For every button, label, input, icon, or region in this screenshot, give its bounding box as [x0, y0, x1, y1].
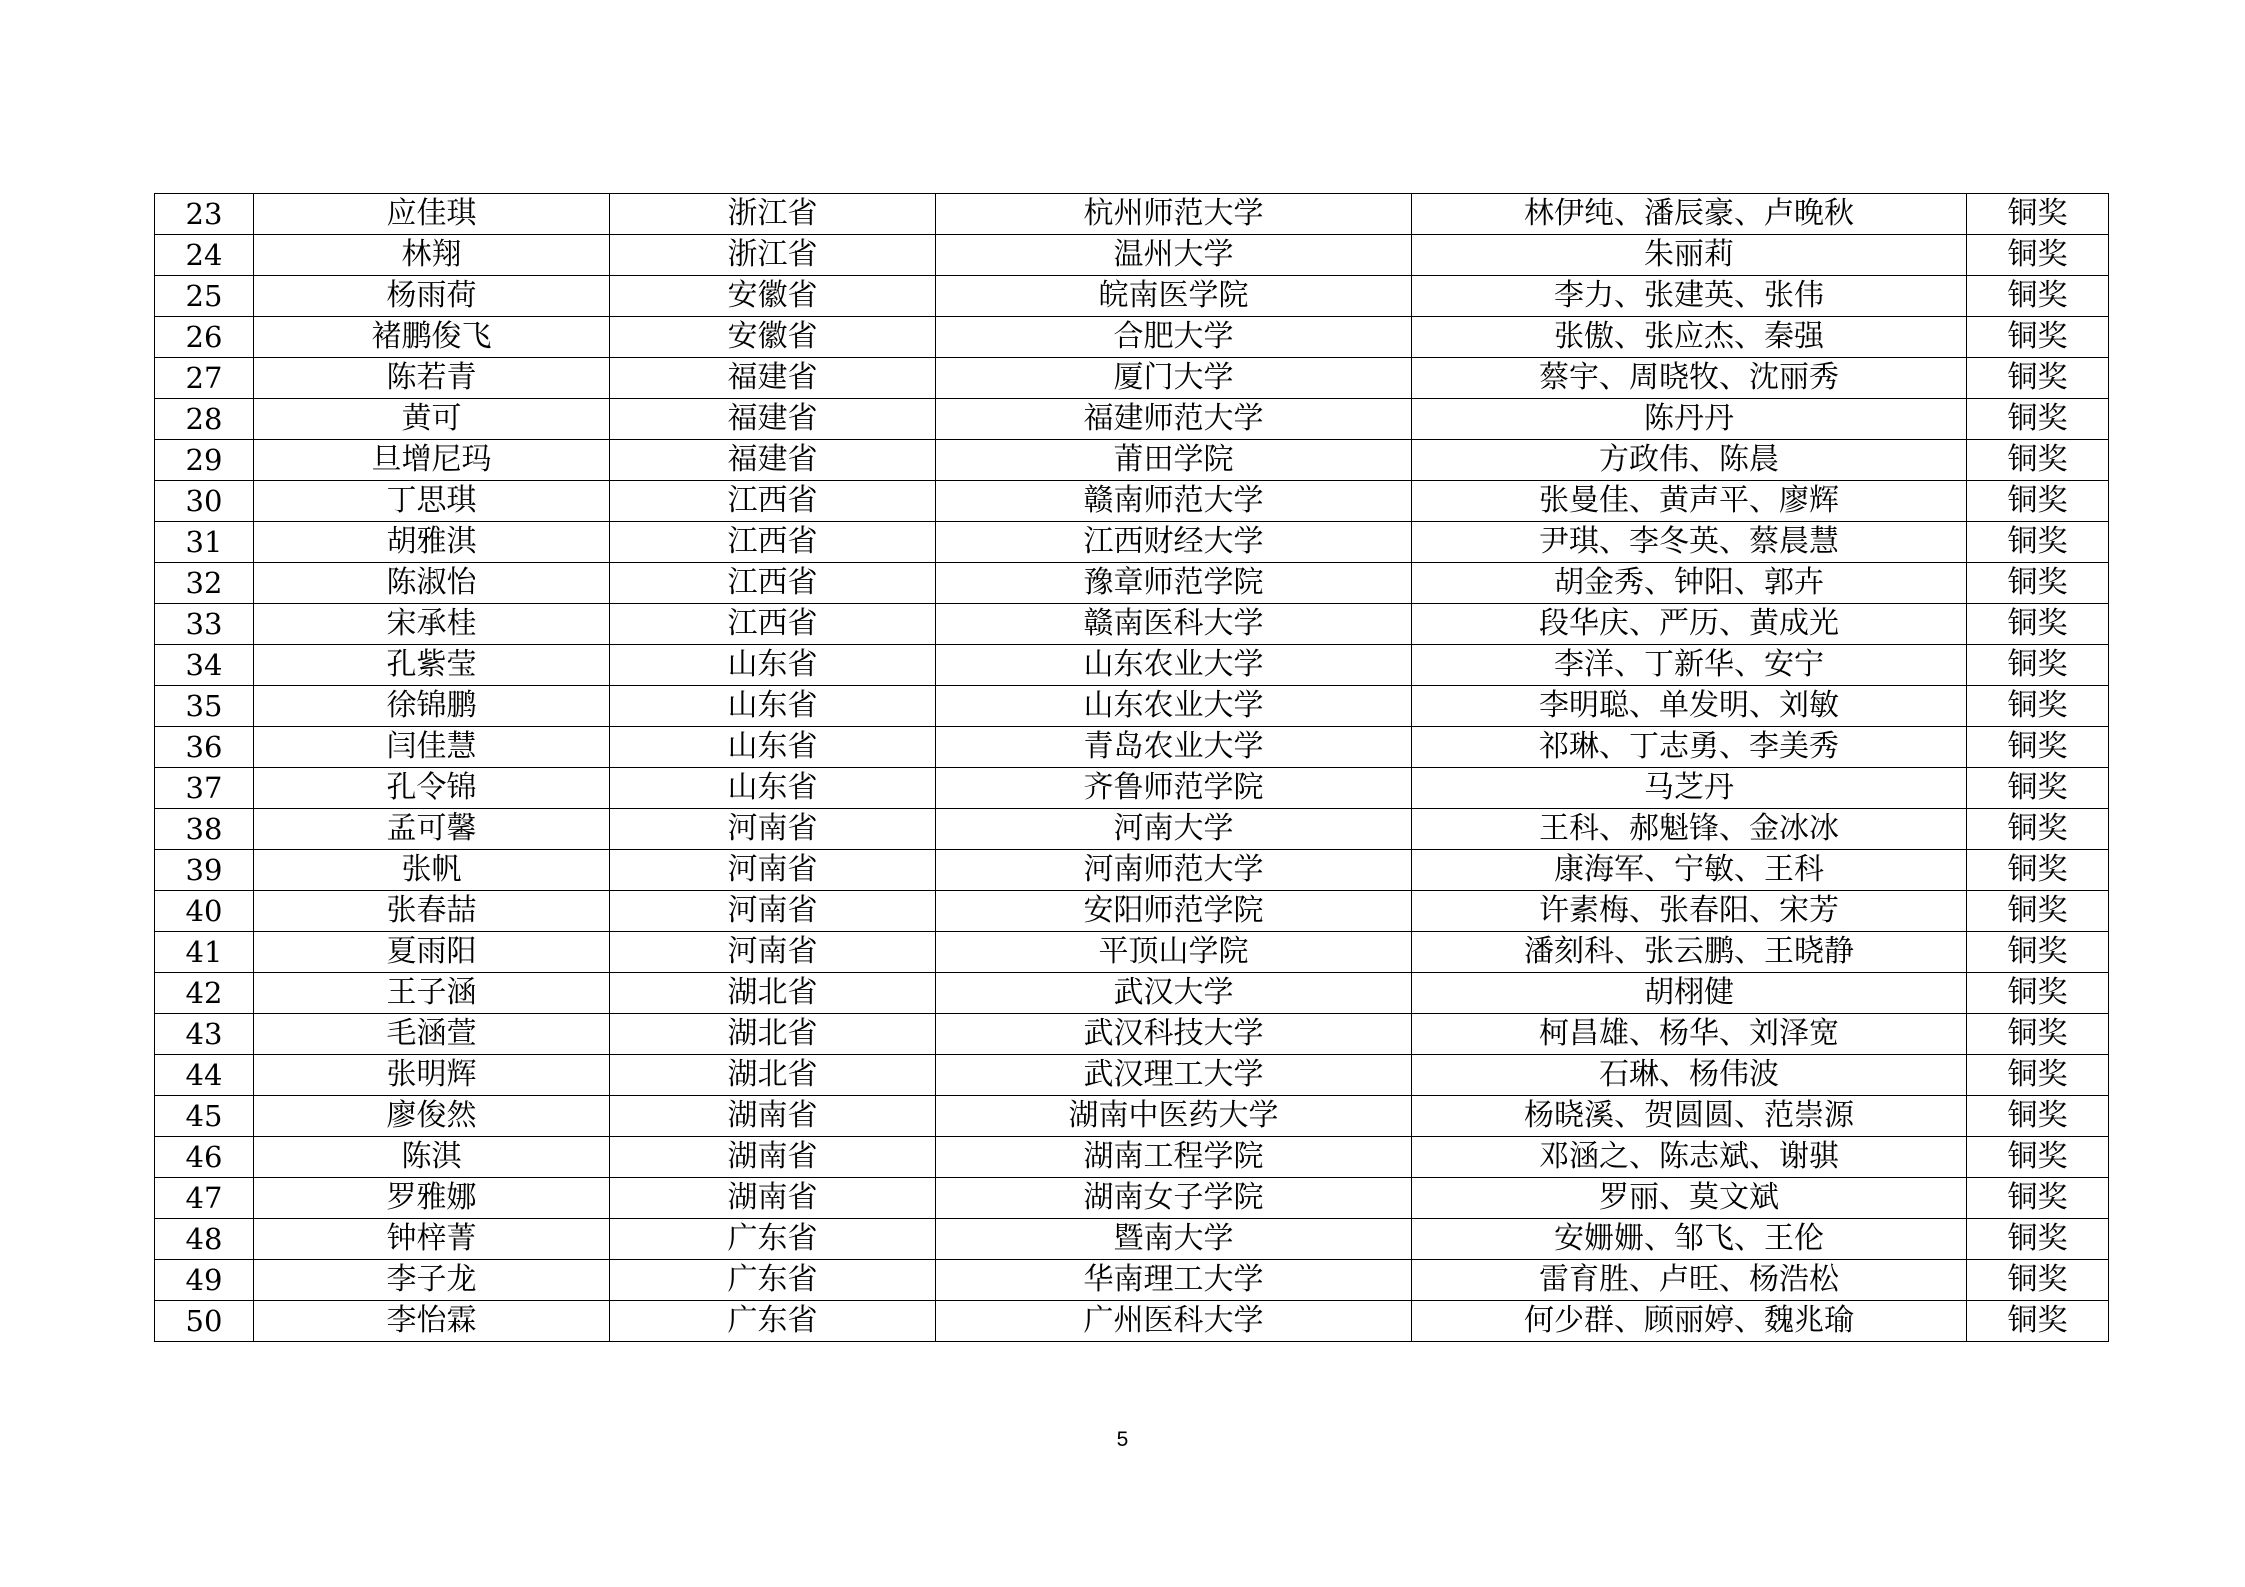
- school-cell: 莆田学院: [936, 440, 1412, 481]
- advisors-cell: 蔡宇、周晓牧、沈丽秀: [1412, 358, 1967, 399]
- award-cell: 铜奖: [1967, 1096, 2109, 1137]
- school-cell: 安阳师范学院: [936, 891, 1412, 932]
- award-table: [154, 193, 2109, 1342]
- student-name-cell: 毛涵萱: [254, 1014, 610, 1055]
- province-cell: 山东省: [610, 645, 936, 686]
- table-row: [155, 809, 2109, 850]
- award-cell: 铜奖: [1967, 645, 2109, 686]
- award-cell: 铜奖: [1967, 1014, 2109, 1055]
- award-table-body: [155, 194, 2109, 1342]
- award-cell: 铜奖: [1967, 932, 2109, 973]
- province-cell: 浙江省: [610, 235, 936, 276]
- award-cell: 铜奖: [1967, 276, 2109, 317]
- school-cell: 武汉理工大学: [936, 1055, 1412, 1096]
- table-row: [155, 1055, 2109, 1096]
- school-cell: 河南大学: [936, 809, 1412, 850]
- advisors-cell: 朱丽莉: [1412, 235, 1967, 276]
- table-row: [155, 604, 2109, 645]
- student-name-cell: 陈若青: [254, 358, 610, 399]
- award-cell: 铜奖: [1967, 727, 2109, 768]
- table-row: [155, 891, 2109, 932]
- school-cell: 江西财经大学: [936, 522, 1412, 563]
- province-cell: 山东省: [610, 768, 936, 809]
- school-cell: 赣南师范大学: [936, 481, 1412, 522]
- student-name-cell: 孔紫莹: [254, 645, 610, 686]
- award-cell: 铜奖: [1967, 604, 2109, 645]
- award-cell: 铜奖: [1967, 1301, 2109, 1342]
- advisors-cell: 胡金秀、钟阳、郭卉: [1412, 563, 1967, 604]
- province-cell: 福建省: [610, 358, 936, 399]
- award-cell: 铜奖: [1967, 399, 2109, 440]
- province-cell: 广东省: [610, 1301, 936, 1342]
- row-number-cell: 34: [155, 645, 254, 686]
- row-number-cell: 35: [155, 686, 254, 727]
- row-number-cell: 48: [155, 1219, 254, 1260]
- student-name-cell: 丁思琪: [254, 481, 610, 522]
- school-cell: 平顶山学院: [936, 932, 1412, 973]
- student-name-cell: 廖俊然: [254, 1096, 610, 1137]
- advisors-cell: 林伊纯、潘辰豪、卢晚秋: [1412, 194, 1967, 235]
- student-name-cell: 胡雅淇: [254, 522, 610, 563]
- table-row: [155, 276, 2109, 317]
- row-number-cell: 32: [155, 563, 254, 604]
- table-row: [155, 358, 2109, 399]
- school-cell: 山东农业大学: [936, 686, 1412, 727]
- row-number-cell: 23: [155, 194, 254, 235]
- student-name-cell: 张明辉: [254, 1055, 610, 1096]
- advisors-cell: 康海军、宁敏、王科: [1412, 850, 1967, 891]
- award-cell: 铜奖: [1967, 1137, 2109, 1178]
- province-cell: 河南省: [610, 932, 936, 973]
- province-cell: 安徽省: [610, 276, 936, 317]
- row-number-cell: 33: [155, 604, 254, 645]
- row-number-cell: 27: [155, 358, 254, 399]
- row-number-cell: 30: [155, 481, 254, 522]
- advisors-cell: 陈丹丹: [1412, 399, 1967, 440]
- award-cell: 铜奖: [1967, 522, 2109, 563]
- page-number: 5: [1116, 1428, 1129, 1451]
- student-name-cell: 旦增尼玛: [254, 440, 610, 481]
- row-number-cell: 25: [155, 276, 254, 317]
- school-cell: 山东农业大学: [936, 645, 1412, 686]
- row-number-cell: 41: [155, 932, 254, 973]
- row-number-cell: 50: [155, 1301, 254, 1342]
- advisors-cell: 安姗姗、邹飞、王伦: [1412, 1219, 1967, 1260]
- province-cell: 福建省: [610, 399, 936, 440]
- row-number-cell: 31: [155, 522, 254, 563]
- school-cell: 齐鲁师范学院: [936, 768, 1412, 809]
- table-row: [155, 440, 2109, 481]
- school-cell: 湖南工程学院: [936, 1137, 1412, 1178]
- row-number-cell: 29: [155, 440, 254, 481]
- award-cell: 铜奖: [1967, 440, 2109, 481]
- school-cell: 福建师范大学: [936, 399, 1412, 440]
- school-cell: 河南师范大学: [936, 850, 1412, 891]
- table-row: [155, 522, 2109, 563]
- student-name-cell: 张帆: [254, 850, 610, 891]
- table-row: [155, 645, 2109, 686]
- advisors-cell: 段华庆、严历、黄成光: [1412, 604, 1967, 645]
- student-name-cell: 陈淑怡: [254, 563, 610, 604]
- school-cell: 湖南女子学院: [936, 1178, 1412, 1219]
- award-cell: 铜奖: [1967, 768, 2109, 809]
- table-row: [155, 1301, 2109, 1342]
- table-row: [155, 932, 2109, 973]
- advisors-cell: 许素梅、张春阳、宋芳: [1412, 891, 1967, 932]
- award-cell: 铜奖: [1967, 1260, 2109, 1301]
- province-cell: 河南省: [610, 891, 936, 932]
- table-row: [155, 1014, 2109, 1055]
- row-number-cell: 47: [155, 1178, 254, 1219]
- advisors-cell: 张曼佳、黄声平、廖辉: [1412, 481, 1967, 522]
- table-row: [155, 1178, 2109, 1219]
- row-number-cell: 42: [155, 973, 254, 1014]
- student-name-cell: 林翔: [254, 235, 610, 276]
- table-row: [155, 1260, 2109, 1301]
- award-cell: 铜奖: [1967, 1055, 2109, 1096]
- award-cell: 铜奖: [1967, 194, 2109, 235]
- province-cell: 江西省: [610, 604, 936, 645]
- table-row: [155, 194, 2109, 235]
- advisors-cell: 李力、张建英、张伟: [1412, 276, 1967, 317]
- student-name-cell: 杨雨荷: [254, 276, 610, 317]
- province-cell: 河南省: [610, 850, 936, 891]
- row-number-cell: 28: [155, 399, 254, 440]
- table-row: [155, 563, 2109, 604]
- province-cell: 江西省: [610, 563, 936, 604]
- student-name-cell: 孔令锦: [254, 768, 610, 809]
- school-cell: 青岛农业大学: [936, 727, 1412, 768]
- table-row: [155, 686, 2109, 727]
- advisors-cell: 邓涵之、陈志斌、谢骐: [1412, 1137, 1967, 1178]
- advisors-cell: 张傲、张应杰、秦强: [1412, 317, 1967, 358]
- student-name-cell: 张春喆: [254, 891, 610, 932]
- advisors-cell: 罗丽、莫文斌: [1412, 1178, 1967, 1219]
- table-row: [155, 1137, 2109, 1178]
- advisors-cell: 李洋、丁新华、安宁: [1412, 645, 1967, 686]
- school-cell: 皖南医学院: [936, 276, 1412, 317]
- row-number-cell: 39: [155, 850, 254, 891]
- advisors-cell: 雷育胜、卢旺、杨浩松: [1412, 1260, 1967, 1301]
- advisors-cell: 石琳、杨伟波: [1412, 1055, 1967, 1096]
- award-cell: 铜奖: [1967, 1178, 2109, 1219]
- student-name-cell: 罗雅娜: [254, 1178, 610, 1219]
- award-cell: 铜奖: [1967, 850, 2109, 891]
- student-name-cell: 孟可馨: [254, 809, 610, 850]
- student-name-cell: 宋承桂: [254, 604, 610, 645]
- province-cell: 湖南省: [610, 1178, 936, 1219]
- province-cell: 福建省: [610, 440, 936, 481]
- row-number-cell: 26: [155, 317, 254, 358]
- award-cell: 铜奖: [1967, 1219, 2109, 1260]
- row-number-cell: 24: [155, 235, 254, 276]
- school-cell: 合肥大学: [936, 317, 1412, 358]
- advisors-cell: 杨晓溪、贺圆圆、范崇源: [1412, 1096, 1967, 1137]
- province-cell: 浙江省: [610, 194, 936, 235]
- province-cell: 湖南省: [610, 1137, 936, 1178]
- student-name-cell: 闫佳慧: [254, 727, 610, 768]
- school-cell: 赣南医科大学: [936, 604, 1412, 645]
- award-cell: 铜奖: [1967, 235, 2109, 276]
- row-number-cell: 36: [155, 727, 254, 768]
- student-name-cell: 黄可: [254, 399, 610, 440]
- row-number-cell: 49: [155, 1260, 254, 1301]
- province-cell: 江西省: [610, 481, 936, 522]
- table-row: [155, 481, 2109, 522]
- table-row: [155, 727, 2109, 768]
- advisors-cell: 王科、郝魁锋、金冰冰: [1412, 809, 1967, 850]
- award-cell: 铜奖: [1967, 973, 2109, 1014]
- province-cell: 湖南省: [610, 1096, 936, 1137]
- advisors-cell: 何少群、顾丽婷、魏兆瑜: [1412, 1301, 1967, 1342]
- award-cell: 铜奖: [1967, 891, 2109, 932]
- school-cell: 武汉大学: [936, 973, 1412, 1014]
- award-cell: 铜奖: [1967, 563, 2109, 604]
- school-cell: 暨南大学: [936, 1219, 1412, 1260]
- student-name-cell: 褚鹏俊飞: [254, 317, 610, 358]
- student-name-cell: 李怡霖: [254, 1301, 610, 1342]
- school-cell: 华南理工大学: [936, 1260, 1412, 1301]
- student-name-cell: 王子涵: [254, 973, 610, 1014]
- advisors-cell: 祁琳、丁志勇、李美秀: [1412, 727, 1967, 768]
- province-cell: 山东省: [610, 686, 936, 727]
- award-cell: 铜奖: [1967, 358, 2109, 399]
- province-cell: 广东省: [610, 1219, 936, 1260]
- province-cell: 湖北省: [610, 1055, 936, 1096]
- school-cell: 湖南中医药大学: [936, 1096, 1412, 1137]
- student-name-cell: 钟梓菁: [254, 1219, 610, 1260]
- table-row: [155, 1096, 2109, 1137]
- province-cell: 山东省: [610, 727, 936, 768]
- table-row: [155, 973, 2109, 1014]
- student-name-cell: 夏雨阳: [254, 932, 610, 973]
- row-number-cell: 45: [155, 1096, 254, 1137]
- province-cell: 安徽省: [610, 317, 936, 358]
- school-cell: 豫章师范学院: [936, 563, 1412, 604]
- school-cell: 厦门大学: [936, 358, 1412, 399]
- advisors-cell: 潘刻科、张云鹏、王晓静: [1412, 932, 1967, 973]
- award-cell: 铜奖: [1967, 481, 2109, 522]
- row-number-cell: 38: [155, 809, 254, 850]
- advisors-cell: 柯昌雄、杨华、刘泽宽: [1412, 1014, 1967, 1055]
- row-number-cell: 43: [155, 1014, 254, 1055]
- table-row: [155, 1219, 2109, 1260]
- row-number-cell: 46: [155, 1137, 254, 1178]
- province-cell: 河南省: [610, 809, 936, 850]
- province-cell: 江西省: [610, 522, 936, 563]
- table-row: [155, 235, 2109, 276]
- advisors-cell: 胡栩健: [1412, 973, 1967, 1014]
- table-row: [155, 850, 2109, 891]
- advisors-cell: 马芝丹: [1412, 768, 1967, 809]
- province-cell: 广东省: [610, 1260, 936, 1301]
- award-cell: 铜奖: [1967, 809, 2109, 850]
- province-cell: 湖北省: [610, 973, 936, 1014]
- table-row: [155, 768, 2109, 809]
- school-cell: 广州医科大学: [936, 1301, 1412, 1342]
- province-cell: 湖北省: [610, 1014, 936, 1055]
- student-name-cell: 徐锦鹏: [254, 686, 610, 727]
- table-row: [155, 317, 2109, 358]
- student-name-cell: 李子龙: [254, 1260, 610, 1301]
- school-cell: 杭州师范大学: [936, 194, 1412, 235]
- advisors-cell: 李明聪、单发明、刘敏: [1412, 686, 1967, 727]
- school-cell: 温州大学: [936, 235, 1412, 276]
- school-cell: 武汉科技大学: [936, 1014, 1412, 1055]
- student-name-cell: 陈淇: [254, 1137, 610, 1178]
- advisors-cell: 方政伟、陈晨: [1412, 440, 1967, 481]
- table-row: [155, 399, 2109, 440]
- student-name-cell: 应佳琪: [254, 194, 610, 235]
- advisors-cell: 尹琪、李冬英、蔡晨慧: [1412, 522, 1967, 563]
- award-cell: 铜奖: [1967, 686, 2109, 727]
- row-number-cell: 37: [155, 768, 254, 809]
- row-number-cell: 44: [155, 1055, 254, 1096]
- award-cell: 铜奖: [1967, 317, 2109, 358]
- row-number-cell: 40: [155, 891, 254, 932]
